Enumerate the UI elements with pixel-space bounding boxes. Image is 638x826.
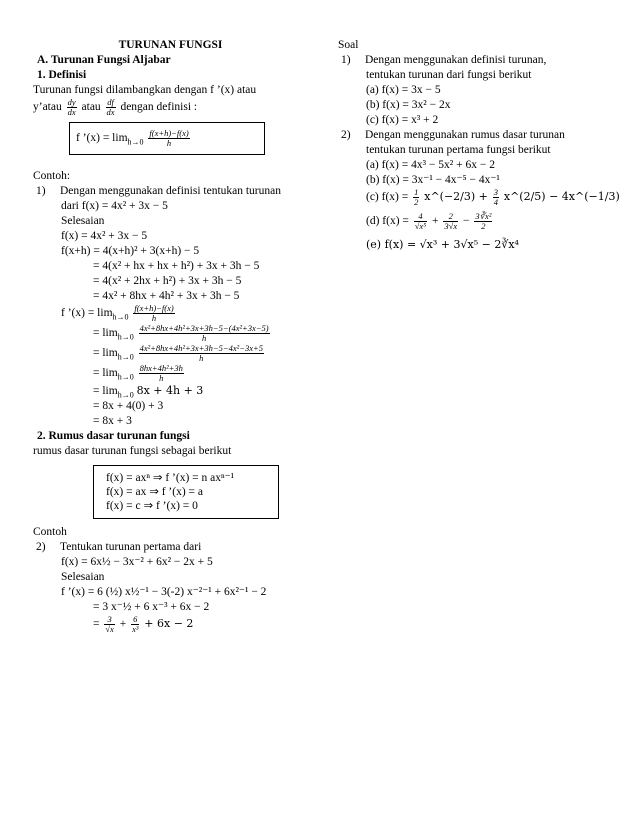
formula-box xyxy=(93,465,279,519)
subsection-1-heading: 1. Definisi xyxy=(37,69,87,81)
contoh-1-label: Contoh: xyxy=(33,169,71,182)
soal-label: Soal xyxy=(338,39,359,51)
example-2-fraction-2: $\frac{6}{\text{x³}}$ xyxy=(132,613,139,634)
question-1-line-1: 1) Dengan menggunakan definisi turunan, xyxy=(341,54,547,66)
example-1-result-2: = 8x + 3 xyxy=(93,414,132,427)
example-2-fraction-1: $\frac{3}{√x}$ xyxy=(105,613,114,634)
section-a-heading: A. Turunan Fungsi Aljabar xyxy=(37,54,171,66)
example-1-line-4: f(x) = 4x² + 3x − 5 xyxy=(61,229,148,242)
question-1-line-2: tentukan turunan dari fungsi berikut xyxy=(366,69,532,81)
dy-dx-fraction: $\frac{dy}{dx}$ xyxy=(67,97,76,117)
rumus-intro: rumus dasar turunan fungsi sebagai berikut xyxy=(33,444,232,457)
example-2-line-4: f ’(x) = 6 (½) x½⁻¹ − 3(-2) x⁻²⁻¹ + 6x²⁻¹ − 2 xyxy=(61,585,267,598)
definition-box: f ’(x) = $\lim_{h\to 0}$ $\frac{f(x+h)-f(x)}{h}$ xyxy=(69,122,265,155)
question-1b: (b) f(x) = 3x² − 2x xyxy=(366,99,451,111)
example-2-line-2: f(x) = 6x½ − 3x⁻² + 6x² − 2x + 5 xyxy=(61,555,213,568)
definition-line-1: Turunan fungsi dilambangkan dengan f ’(x) atau xyxy=(33,84,257,96)
question-2d: (d) f(x) = $\frac{4}{\text{√x⁵}}$ + $\frac{2}{3√x}$ − $\frac{\text{3∛x²}}{2}$ xyxy=(366,211,492,231)
example-2-step: = 3 x⁻½ + 6 x⁻³ + 6x − 2 xyxy=(93,600,210,613)
question-2a: (a) f(x) = 4x³ − 5x² + 6x − 2 xyxy=(366,159,495,171)
limit-line-1: = $\lim_{h\to 0}$ $\frac{\text{4x²+8hx+4h²+3x+3h−5−(4x²+3x−5)}}{h}$ xyxy=(93,322,269,343)
example-2-final: = $\frac{3}{√x}$ + $\frac{6}{\text{x³}}$ + 6x − 2 xyxy=(93,613,194,634)
question-2b: (b) f(x) = 3x⁻¹ − 4x⁻⁵ − 4x⁻¹ xyxy=(366,174,500,186)
formula-power-rule: f(x) = axⁿ ⇒ f ’(x) = n axⁿ⁻¹ xyxy=(106,471,235,484)
example-1-result-1: = 8x + 4(0) + 3 xyxy=(93,399,164,412)
question-1c: (c) f(x) = x³ + 2 xyxy=(366,114,439,126)
right-column xyxy=(338,38,620,253)
example-1-line-3: Selesaian xyxy=(61,214,105,227)
limit-line-2: = $\lim_{h\to 0}$ $\frac{\text{4x²+8hx+4h²+3x+3h−5−4x²−3x+5}}{h}$ xyxy=(93,342,263,363)
example-1-line-2: dari f(x) = 4x² + 3x − 5 xyxy=(61,199,168,212)
example-1-line-5: f(x+h) = 4(x+h)² + 3(x+h) − 5 xyxy=(61,244,200,257)
example-1-step-2: = 4(x² + 2hx + h²) + 3x + 3h − 5 xyxy=(93,274,242,287)
question-2-line-1: 2) Dengan menggunakan rumus dasar turunan xyxy=(341,129,565,141)
limit-fraction-1: $\frac{\text{4x²+8hx+4h²+3x+3h−5−(4x²+3x−5)}}{h}$ xyxy=(139,322,269,343)
example-2-line-3: Selesaian xyxy=(61,570,105,583)
limit-line-0: f ’(x) = $\lim_{h\to 0}$ $\frac{f(x+h)-f(x)}{h}$ xyxy=(61,302,174,323)
df-dx-fraction: $\frac{df}{dx}$ xyxy=(106,97,115,117)
page-title: TURUNAN FUNGSI xyxy=(118,39,223,51)
contoh-2-label: Contoh xyxy=(33,525,67,538)
question-2-line-2: tentukan turunan pertama fungsi berikut xyxy=(366,144,551,156)
question-2c-fraction-1: $\frac{1}{2}$ xyxy=(414,187,419,207)
left-column xyxy=(33,38,308,637)
example-2-line-1: 2) Tentukan turunan pertama dari xyxy=(36,540,202,553)
question-2e: (e) f(x) = √x³ + 3√x⁵ − 2∛x⁴ xyxy=(366,238,519,251)
formula-linear-rule: f(x) = ax ⇒ f ’(x) = a xyxy=(106,485,203,498)
question-2d-fraction-2: $\frac{2}{3√x}$ xyxy=(444,211,458,231)
example-1-step-1: = 4(x² + hx + hx + h²) + 3x + 3h − 5 xyxy=(93,259,260,272)
definition-fraction: $\frac{f(x+h)-f(x)}{h}$ xyxy=(149,128,189,148)
formula-constant-rule: f(x) = c ⇒ f ’(x) = 0 xyxy=(106,499,198,512)
limit-fraction-0: $\frac{f(x+h)-f(x)}{h}$ xyxy=(134,302,174,323)
example-1-step-3: = 4x² + 8hx + 4h² + 3x + 3h − 5 xyxy=(93,289,240,302)
limit-fraction-2: $\frac{\text{4x²+8hx+4h²+3x+3h−5−4x²−3x+5}}{h}$ xyxy=(139,342,263,363)
subsection-2-heading: 2. Rumus dasar turunan fungsi xyxy=(37,429,190,442)
limit-fraction-3: $\frac{\text{8hx+4h²+3h}}{h}$ xyxy=(139,362,183,383)
definition-line-2: y’atau $\frac{dy}{dx}$ atau $\frac{df}{dx}$ dengan definisi : xyxy=(33,97,198,117)
question-2d-fraction-1: $\frac{4}{\text{√x⁵}}$ xyxy=(414,211,427,231)
limit-line-4: = $\lim_{h\to 0} 8x + 4h + 3$ xyxy=(93,383,204,400)
example-1-line-1: 1) Dengan menggunakan definisi tentukan turunan xyxy=(36,184,281,197)
question-1a: (a) f(x) = 3x − 5 xyxy=(366,84,441,96)
question-2c: (c) f(x) = $\frac{1}{2}$ x^(−2/3) + $\frac{3}{4}$ x^(2/5) − 4x^(−1/3) xyxy=(366,187,620,207)
limit-line-3: = $\lim_{h\to 0}$ $\frac{\text{8hx+4h²+3h}}{h}$ xyxy=(93,362,183,383)
question-2d-fraction-3: $\frac{\text{3∛x²}}{2}$ xyxy=(475,211,492,231)
question-2c-fraction-2: $\frac{3}{4}$ xyxy=(493,187,499,207)
